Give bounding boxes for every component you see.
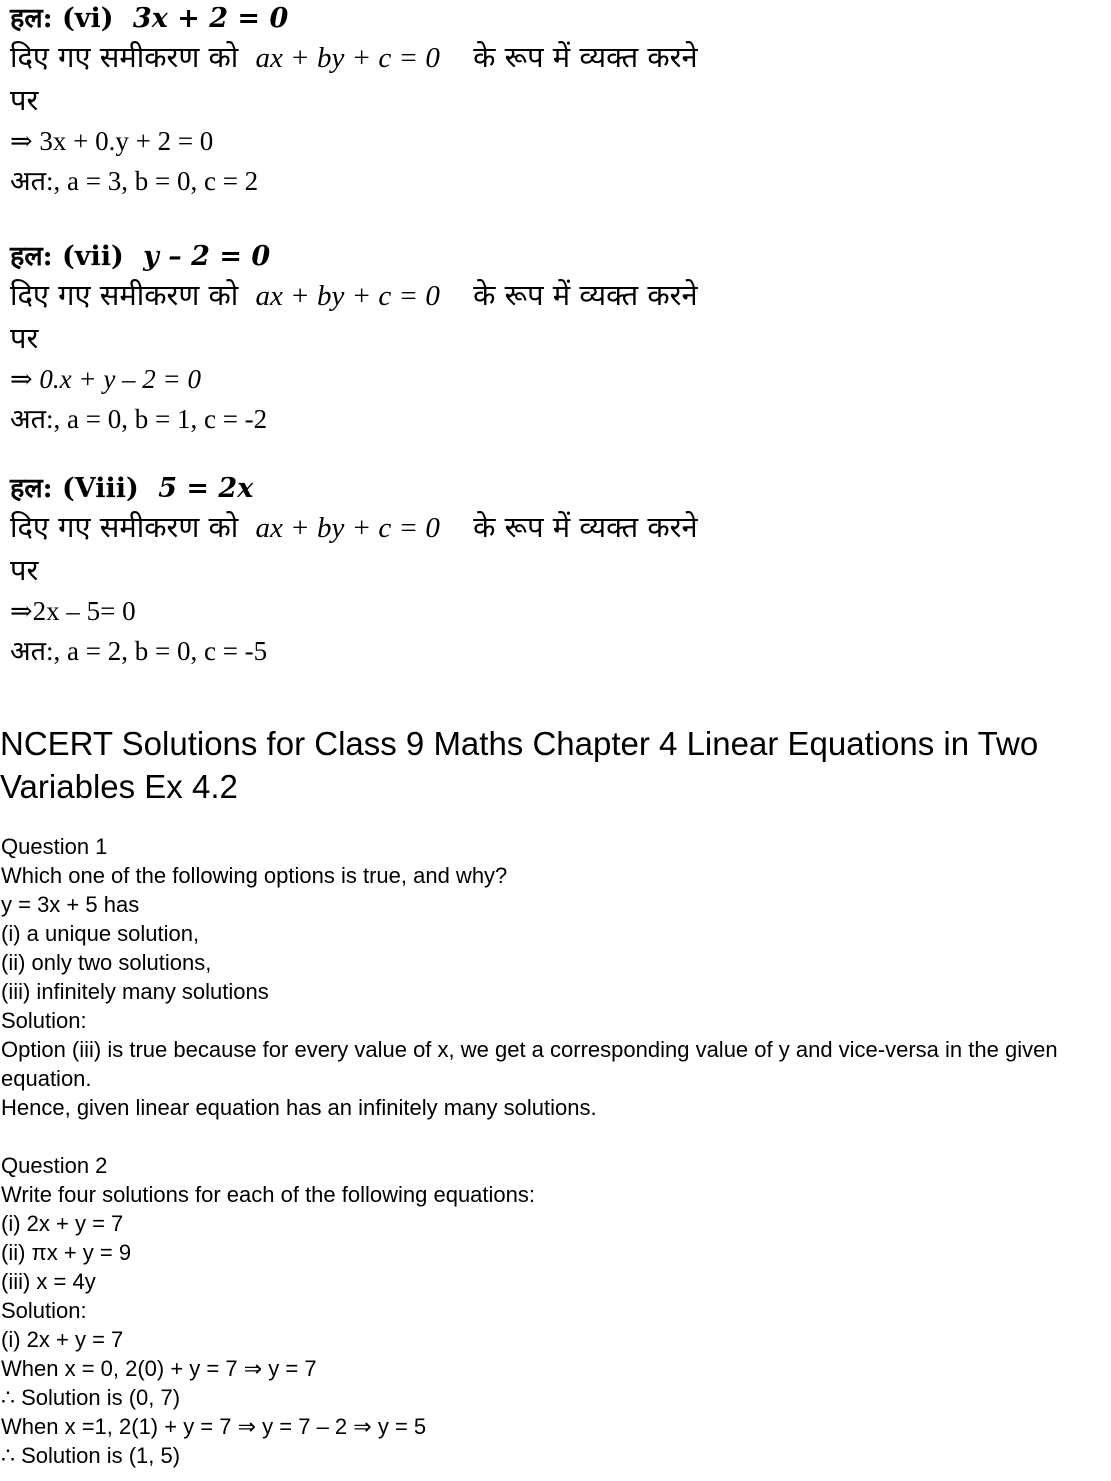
- solution-heading-label: हल: (vii): [10, 241, 124, 272]
- intro-rest: के रूप में व्यक्त करने: [473, 510, 698, 544]
- option-item: (i) a unique solution,: [1, 921, 200, 946]
- solution-line: ∴ Solution is (1, 5): [1, 1443, 181, 1468]
- section-title: NCERT Solutions for Class 9 Maths Chapter 4 Linear Equations in Two Variables Ex 4.2: [0, 725, 1039, 805]
- solution-result: अत:, a = 3, b = 0, c = 2: [10, 166, 259, 196]
- solution-line: Hence, given linear equation has an infinitely many solutions.: [1, 1095, 597, 1120]
- question-prompt: Which one of the following options is true, and why?: [1, 863, 508, 888]
- solution-step: ⇒ 0.x + y – 2 = 0: [10, 364, 202, 394]
- solution-block-viii: [10, 472, 890, 671]
- solution-heading: [10, 472, 890, 506]
- question-equation: y = 3x + 5 has: [1, 892, 140, 917]
- solution-intro: [10, 274, 890, 317]
- solution-step: ⇒ 3x + 0.y + 2 = 0: [10, 126, 214, 156]
- option-item: (iii) infinitely many solutions: [1, 979, 269, 1004]
- intro-last: पर: [10, 321, 39, 355]
- solution-heading: [10, 240, 890, 274]
- solution-heading-equation: 5 = 2x: [158, 473, 254, 504]
- spacer: [1, 1122, 1109, 1151]
- intro-rest: के रूप में व्यक्त करने: [473, 278, 698, 312]
- equation-part: (i) 2x + y = 7: [1, 1211, 124, 1236]
- solution-result: अत:, a = 2, b = 0, c = -5: [10, 636, 268, 666]
- solution-line: When x =1, 2(1) + y = 7 ⇒ y = 7 – 2 ⇒ y = 5: [1, 1414, 427, 1439]
- solution-label: Solution:: [1, 1008, 87, 1033]
- question-label: Question 1: [1, 834, 108, 859]
- solution-label: Solution:: [1, 1298, 87, 1323]
- intro-text: दिए गए समीकरण को: [10, 40, 239, 74]
- solution-intro: [10, 36, 890, 79]
- solution-heading-label: हल: (Viii): [10, 473, 139, 504]
- equation-part: (iii) x = 4y: [1, 1269, 96, 1294]
- solution-line: (i) 2x + y = 7: [1, 1327, 124, 1352]
- general-form: ax + by + c = 0: [255, 280, 440, 312]
- solution-heading: [10, 2, 890, 36]
- general-form: ax + by + c = 0: [255, 42, 440, 74]
- solution-line: Option (iii) is true because for every value of x, we get a corresponding value of y and vice-versa in the given equation.: [1, 1037, 1064, 1091]
- equation-part: (ii) πx + y = 9: [1, 1240, 132, 1265]
- solution-result: अत:, a = 0, b = 1, c = -2: [10, 404, 268, 434]
- question-prompt: Write four solutions for each of the following equations:: [1, 1182, 536, 1207]
- intro-rest: के रूप में व्यक्त करने: [473, 40, 698, 74]
- solution-block-vii: [10, 240, 890, 439]
- solution-block-vi: [10, 2, 890, 201]
- solution-intro: [10, 506, 890, 549]
- question-label: Question 2: [1, 1153, 108, 1178]
- intro-text: दिए गए समीकरण को: [10, 510, 239, 544]
- intro-last: पर: [10, 83, 39, 117]
- solution-heading-label: हल: (vi): [10, 3, 114, 34]
- solution-line: ∴ Solution is (0, 7): [1, 1385, 181, 1410]
- intro-text: दिए गए समीकरण को: [10, 278, 239, 312]
- general-form: ax + by + c = 0: [255, 512, 440, 544]
- solution-heading-equation: 3x + 2 = 0: [132, 3, 289, 34]
- solution-heading-equation: y – 2 = 0: [143, 241, 271, 272]
- intro-last: पर: [10, 553, 39, 587]
- solution-step: ⇒2x – 5= 0: [10, 596, 136, 626]
- solution-line: When x = 0, 2(0) + y = 7 ⇒ y = 7: [1, 1356, 317, 1381]
- exercise-content: [1, 832, 1109, 1470]
- option-item: (ii) only two solutions,: [1, 950, 212, 975]
